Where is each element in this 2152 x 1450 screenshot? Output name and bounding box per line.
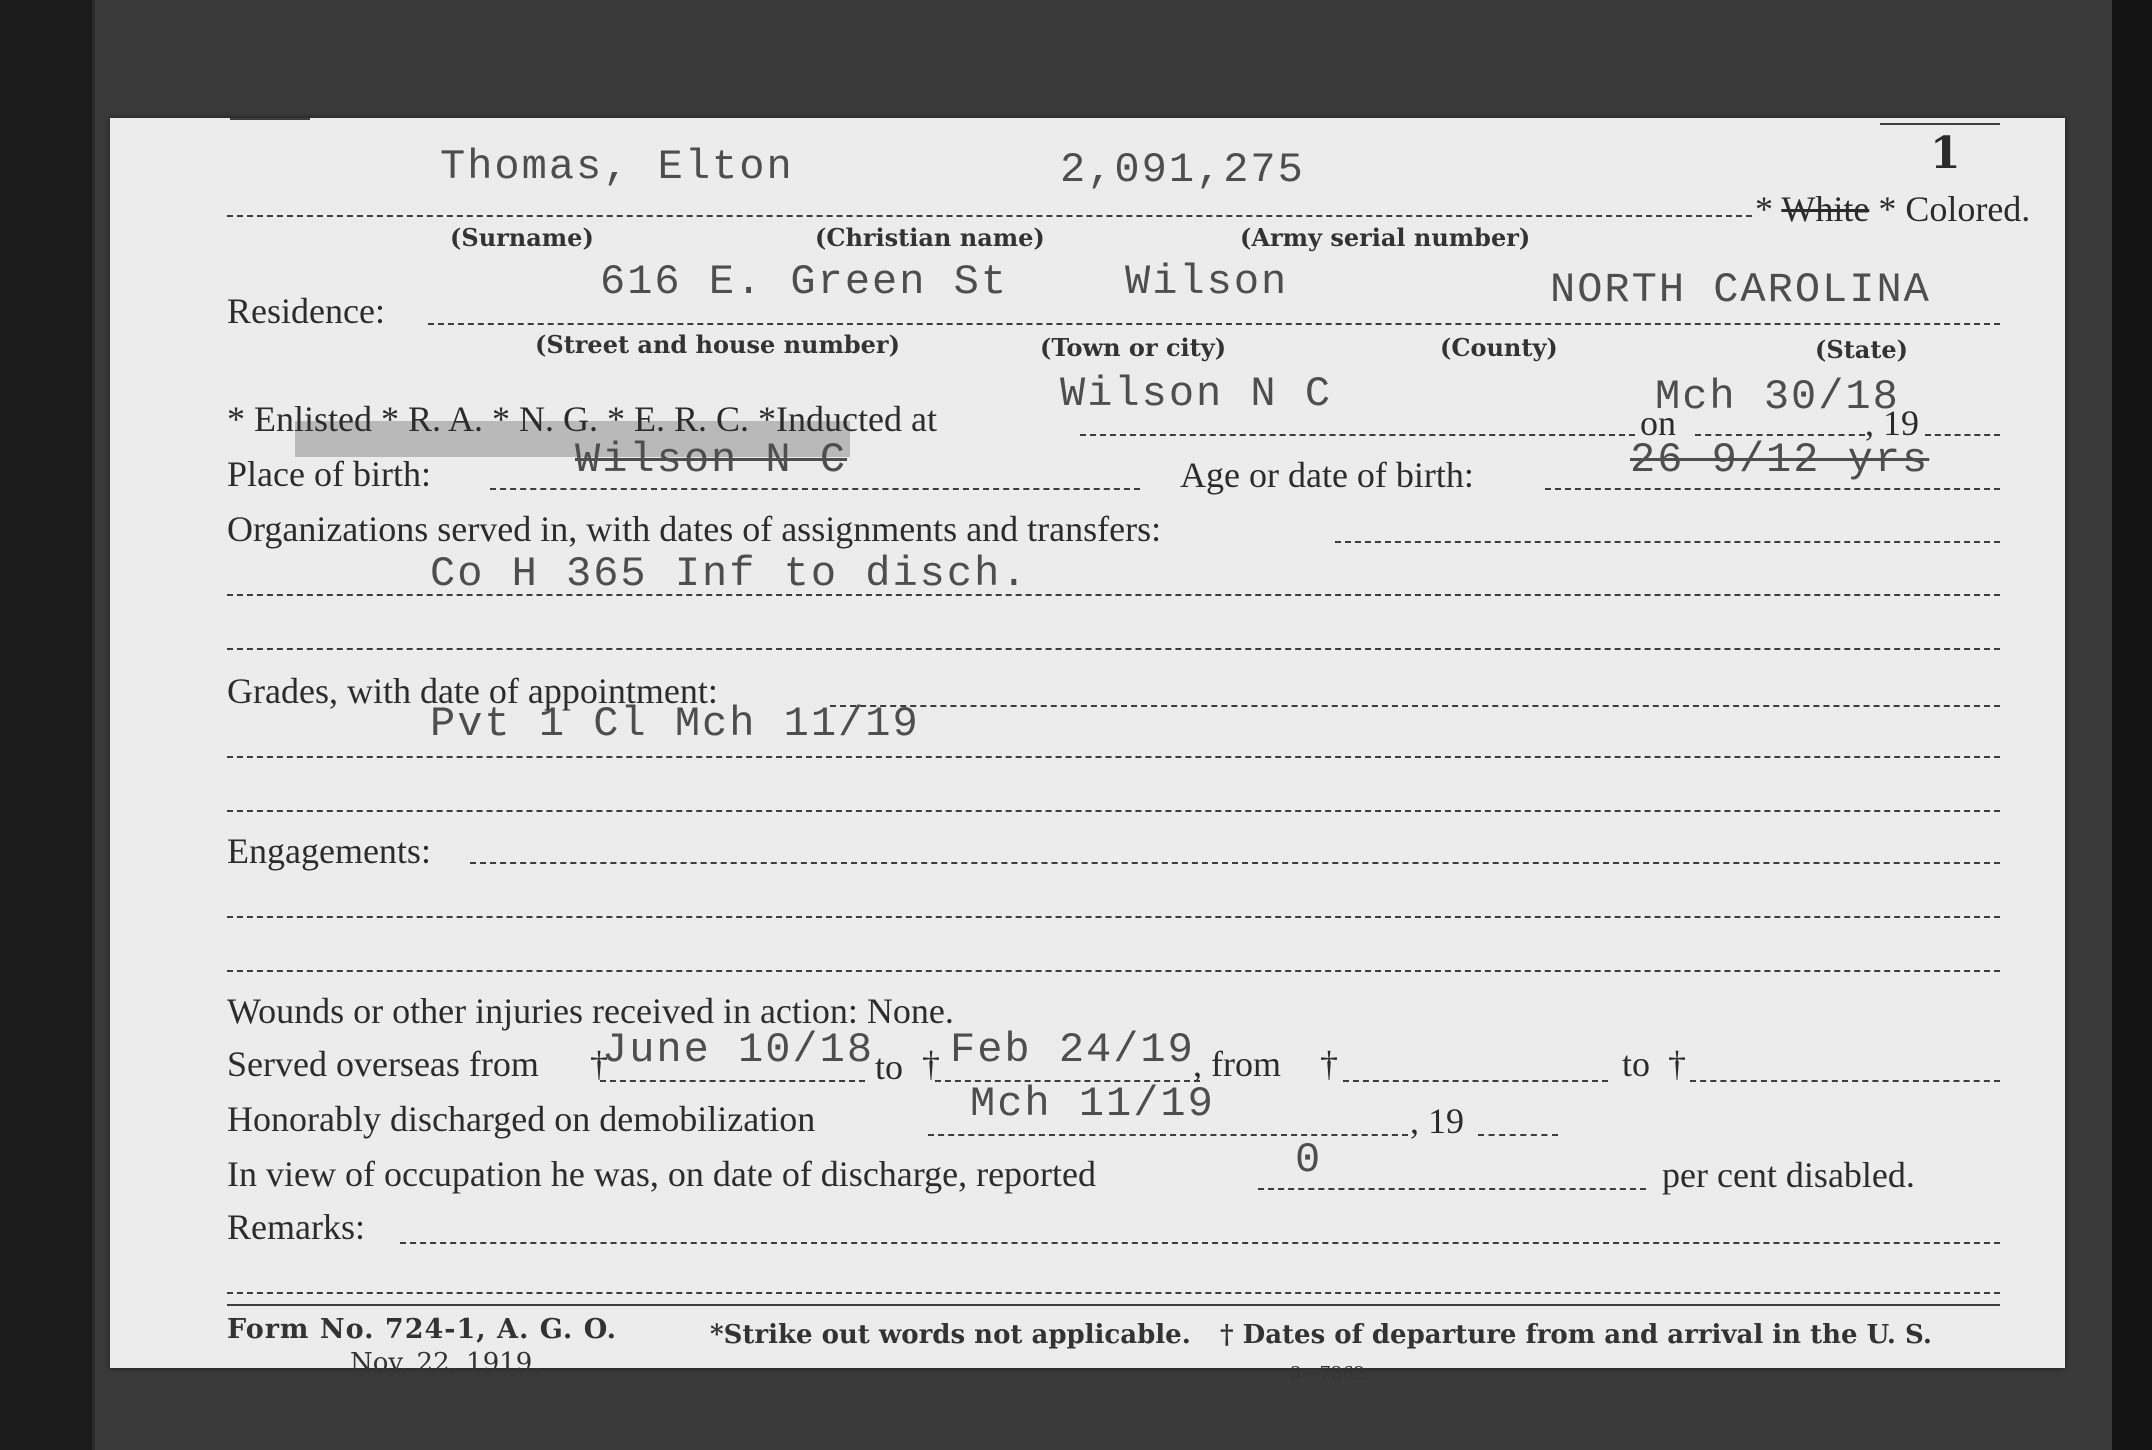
birthplace-label: Place of birth: bbox=[227, 454, 431, 494]
age-line bbox=[1545, 488, 2000, 490]
discharge-label: Honorably discharged on demobilization bbox=[227, 1099, 816, 1139]
form-date: Nov. 22, 1919. bbox=[350, 1348, 541, 1378]
top-rule bbox=[230, 118, 310, 120]
state-value: NORTH CAROLINA bbox=[1550, 266, 1931, 314]
remarks-line-1 bbox=[400, 1242, 2000, 1244]
age-label: Age or date of birth: bbox=[1180, 455, 1474, 495]
overseas-to-value: Feb 24/19 bbox=[950, 1026, 1195, 1074]
birthplace-value: Wilson N C bbox=[575, 436, 848, 484]
disability-line bbox=[1258, 1188, 1646, 1190]
dagger-3: † bbox=[1320, 1044, 1338, 1084]
scan-border-left bbox=[0, 0, 92, 1450]
race-white-struck: White bbox=[1781, 189, 1870, 229]
name-line bbox=[227, 215, 1752, 217]
top-right-rule bbox=[1880, 123, 2000, 125]
footer-rule bbox=[227, 1304, 2000, 1306]
surname-caption: (Surname) bbox=[450, 223, 594, 252]
overseas-from-value: June 10/18 bbox=[602, 1026, 875, 1074]
discharge-date-value: Mch 11/19 bbox=[970, 1080, 1215, 1128]
dagger-4: † bbox=[1668, 1044, 1686, 1084]
street-caption: (Street and house number) bbox=[535, 330, 900, 359]
remarks-line-2 bbox=[227, 1292, 2000, 1294]
surname-value: Thomas, Elton bbox=[440, 143, 794, 191]
organizations-value: Co H 365 Inf to disch. bbox=[430, 550, 1029, 598]
discharge-date-line bbox=[928, 1134, 1408, 1136]
state-caption: (State) bbox=[1815, 335, 1909, 364]
birthplace-line bbox=[490, 488, 1140, 490]
christian-name-caption: (Christian name) bbox=[815, 223, 1045, 252]
remarks-label: Remarks: bbox=[227, 1207, 365, 1247]
disability-value: 0 bbox=[1295, 1136, 1323, 1184]
grades-line-3 bbox=[227, 810, 2000, 812]
disability-label: In view of occupation he was, on date of discharge, reported bbox=[227, 1154, 1097, 1194]
form-number: Form No. 724-1, A. G. O. bbox=[227, 1314, 618, 1345]
serial-number-value: 2,091,275 bbox=[1060, 146, 1305, 194]
organizations-line-2 bbox=[227, 594, 2000, 596]
card-number: 1 bbox=[1930, 128, 1961, 179]
race-options: * White * Colored. bbox=[1755, 189, 2031, 229]
grades-line-2 bbox=[227, 756, 2000, 758]
discharge-year-label: , 19 bbox=[1410, 1101, 1464, 1141]
induction-year-line bbox=[1925, 434, 2000, 436]
enlistment-label: * Enlisted * R. A. * N. G. * E. R. C. *Inducted at bbox=[227, 399, 937, 439]
induction-place-value: Wilson N C bbox=[1060, 370, 1333, 418]
print-code: 3—7362 bbox=[1290, 1363, 1366, 1384]
grades-line-1 bbox=[830, 705, 2000, 707]
city-value: Wilson bbox=[1125, 258, 1289, 306]
dagger-1: † bbox=[590, 1044, 608, 1084]
grades-value: Pvt 1 Cl Mch 11/19 bbox=[430, 700, 920, 748]
wounds-label: Wounds or other injuries received in action: None. bbox=[227, 991, 954, 1031]
engagements-label: Engagements: bbox=[227, 831, 431, 871]
service-record-card bbox=[110, 118, 2065, 1384]
disability-suffix: per cent disabled. bbox=[1662, 1155, 1915, 1195]
induction-date-value: Mch 30/18 bbox=[1655, 373, 1900, 421]
age-value: 26 9/12 yrs bbox=[1630, 436, 1930, 484]
scan-border-right bbox=[2112, 0, 2152, 1450]
engagements-line-1 bbox=[470, 862, 2000, 864]
strike-note: *Strike out words not applicable. bbox=[710, 1320, 1191, 1350]
dagger-2: † bbox=[922, 1044, 940, 1084]
residence-label: Residence: bbox=[227, 291, 385, 331]
county-caption: (County) bbox=[1440, 333, 1558, 362]
grades-label: Grades, with date of appointment: bbox=[227, 671, 718, 711]
engagements-line-3 bbox=[227, 970, 2000, 972]
residence-line bbox=[428, 323, 2000, 325]
overseas-from-line bbox=[600, 1080, 865, 1082]
overseas-to-label: to bbox=[875, 1047, 904, 1087]
overseas-from2-line bbox=[1343, 1080, 1608, 1082]
city-caption: (Town or city) bbox=[1040, 333, 1227, 362]
overseas-to2-line bbox=[1690, 1080, 2000, 1082]
serial-caption: (Army serial number) bbox=[1240, 223, 1531, 252]
organizations-label: Organizations served in, with dates of assignments and transfers: bbox=[227, 509, 1162, 549]
on-label: on bbox=[1640, 403, 1676, 443]
induction-year-label: , 19 bbox=[1865, 403, 1919, 443]
overseas-to2-label: to bbox=[1622, 1044, 1651, 1084]
organizations-line-3 bbox=[227, 648, 2000, 650]
engagements-line-2 bbox=[227, 916, 2000, 918]
street-value: 616 E. Green St bbox=[600, 258, 1009, 306]
dates-note: † Dates of departure from and arrival in the U. S. bbox=[1220, 1320, 1932, 1350]
discharge-year-line bbox=[1478, 1134, 1558, 1136]
overseas-label: Served overseas from bbox=[227, 1044, 539, 1084]
induction-place-line bbox=[1080, 434, 1635, 436]
organizations-line-1 bbox=[1335, 541, 2000, 543]
overseas-from2-label: , from bbox=[1193, 1044, 1281, 1084]
